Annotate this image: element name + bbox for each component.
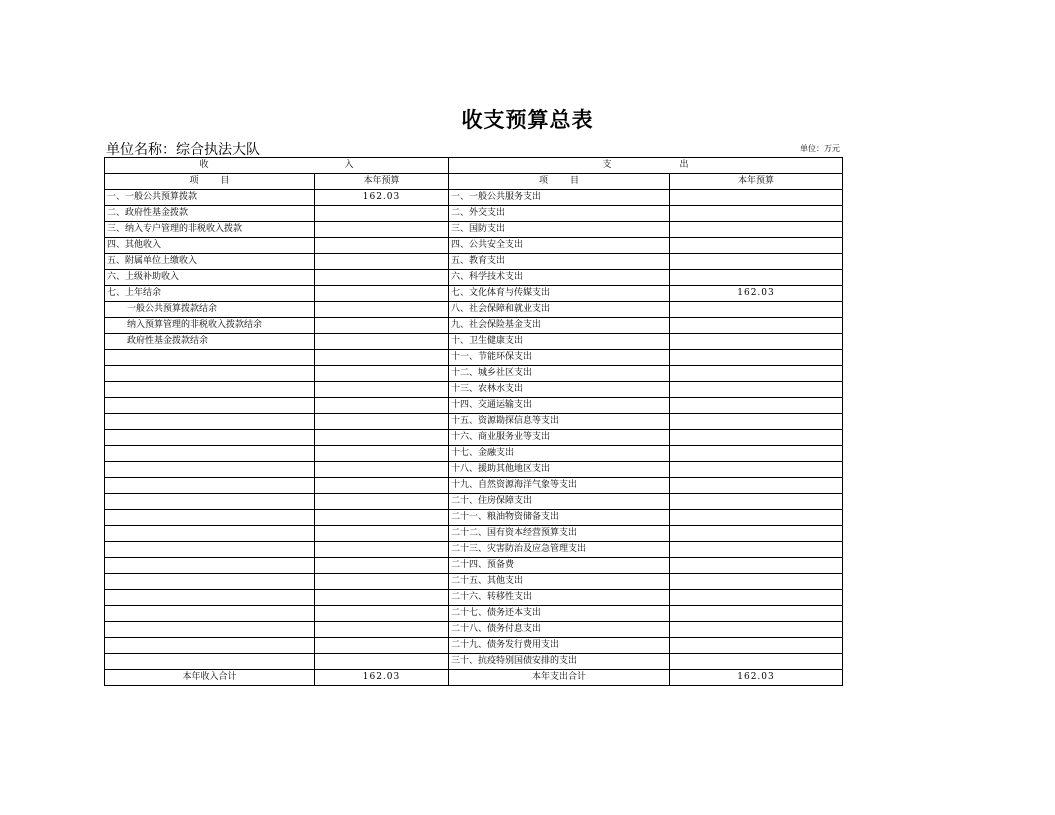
income-item-cell <box>105 606 315 622</box>
table-row <box>105 366 843 382</box>
income-value-cell <box>315 446 449 462</box>
expense-value-cell: 162.03 <box>670 286 843 302</box>
expense-item-cell: 十、卫生健康支出 <box>449 334 670 350</box>
income-value-cell <box>315 286 449 302</box>
income-value-cell <box>315 398 449 414</box>
expense-item-cell: 二十六、转移性支出 <box>449 590 670 606</box>
income-item-cell <box>105 558 315 574</box>
income-value-cell <box>315 206 449 222</box>
expense-item-cell: 二十五、其他支出 <box>449 574 670 590</box>
section-header-row <box>105 158 843 174</box>
income-budget-header: 本年预算 <box>315 174 449 190</box>
expense-item-cell: 十六、商业服务业等支出 <box>449 430 670 446</box>
expense-item-cell: 八、社会保障和就业支出 <box>449 302 670 318</box>
budget-table <box>104 157 843 686</box>
table-row <box>105 254 843 270</box>
income-item-cell: 七、上年结余 <box>105 286 315 302</box>
table-row <box>105 654 843 670</box>
expense-item-cell: 十八、援助其他地区支出 <box>449 462 670 478</box>
income-value-cell <box>315 590 449 606</box>
expense-item-cell: 九、社会保险基金支出 <box>449 318 670 334</box>
income-value-cell <box>315 526 449 542</box>
income-value-cell <box>315 302 449 318</box>
expense-item-cell: 三、国防支出 <box>449 222 670 238</box>
expense-value-cell <box>670 478 843 494</box>
income-value-cell <box>315 430 449 446</box>
table-row <box>105 206 843 222</box>
expense-total-label: 本年支出合计 <box>449 670 670 686</box>
income-item-cell: 二、政府性基金拨款 <box>105 206 315 222</box>
income-item-cell <box>105 382 315 398</box>
income-item-cell <box>105 542 315 558</box>
table-row <box>105 190 843 206</box>
expense-value-cell <box>670 382 843 398</box>
table-row <box>105 334 843 350</box>
expense-value-cell <box>670 238 843 254</box>
expense-value-cell <box>670 446 843 462</box>
expense-value-cell <box>670 318 843 334</box>
expense-value-cell <box>670 334 843 350</box>
expense-item-cell: 十四、交通运输支出 <box>449 398 670 414</box>
income-item-cell: 六、上级补助收入 <box>105 270 315 286</box>
income-item-cell: 五、附属单位上缴收入 <box>105 254 315 270</box>
income-item-cell <box>105 590 315 606</box>
expense-value-cell <box>670 414 843 430</box>
expense-item-cell: 十九、自然资源海洋气象等支出 <box>449 478 670 494</box>
expense-value-cell <box>670 606 843 622</box>
income-value-cell <box>315 462 449 478</box>
income-item-cell: 纳入预算管理的非税收入拨款结余 <box>105 318 315 334</box>
income-item-cell <box>105 510 315 526</box>
expense-section-header: 支 出 <box>449 158 843 174</box>
table-row <box>105 574 843 590</box>
income-value-cell <box>315 222 449 238</box>
income-item-cell <box>105 494 315 510</box>
table-row <box>105 318 843 334</box>
table-row <box>105 430 843 446</box>
expense-item-header: 项 目 <box>449 174 670 190</box>
expense-item-cell: 三十、抗疫特别国债安排的支出 <box>449 654 670 670</box>
expense-value-cell <box>670 430 843 446</box>
expense-value-cell <box>670 206 843 222</box>
unit-name: 单位名称：综合执法大队 <box>106 142 260 158</box>
income-value-cell <box>315 366 449 382</box>
income-total-label: 本年收入合计 <box>105 670 315 686</box>
income-item-cell <box>105 622 315 638</box>
income-value-cell <box>315 334 449 350</box>
expense-item-cell: 十七、金融支出 <box>449 446 670 462</box>
income-item-cell <box>105 414 315 430</box>
expense-value-cell <box>670 190 843 206</box>
expense-value-cell <box>670 622 843 638</box>
income-item-cell <box>105 446 315 462</box>
table-row <box>105 526 843 542</box>
expense-item-cell: 二、外交支出 <box>449 206 670 222</box>
expense-item-cell: 二十三、灾害防治及应急管理支出 <box>449 542 670 558</box>
table-row <box>105 558 843 574</box>
table-row <box>105 622 843 638</box>
expense-value-cell <box>670 462 843 478</box>
table-row <box>105 222 843 238</box>
expense-item-cell: 二十二、国有资本经营预算支出 <box>449 526 670 542</box>
income-item-cell <box>105 638 315 654</box>
income-item-cell <box>105 654 315 670</box>
table-row <box>105 286 843 302</box>
expense-item-cell: 十三、农林水支出 <box>449 382 670 398</box>
expense-item-cell: 十一、节能环保支出 <box>449 350 670 366</box>
income-item-header: 项 目 <box>105 174 315 190</box>
expense-value-cell <box>670 254 843 270</box>
expense-value-cell <box>670 366 843 382</box>
income-value-cell <box>315 606 449 622</box>
currency-unit: 单位：万元 <box>800 144 840 153</box>
income-item-cell <box>105 430 315 446</box>
table-row <box>105 494 843 510</box>
income-item-cell: 四、其他收入 <box>105 238 315 254</box>
income-value-cell <box>315 478 449 494</box>
income-item-cell: 三、纳入专户管理的非税收入拨款 <box>105 222 315 238</box>
income-value-cell <box>315 574 449 590</box>
income-item-cell <box>105 366 315 382</box>
expense-value-cell <box>670 654 843 670</box>
expense-item-cell: 二十七、债务还本支出 <box>449 606 670 622</box>
expense-value-cell <box>670 270 843 286</box>
income-value-cell: 162.03 <box>315 190 449 206</box>
income-value-cell <box>315 318 449 334</box>
expense-item-cell: 二十一、粮油物资储备支出 <box>449 510 670 526</box>
expense-value-cell <box>670 222 843 238</box>
expense-item-cell: 四、公共安全支出 <box>449 238 670 254</box>
income-value-cell <box>315 382 449 398</box>
table-row <box>105 238 843 254</box>
expense-item-cell: 十二、城乡社区支出 <box>449 366 670 382</box>
income-value-cell <box>315 254 449 270</box>
expense-value-cell <box>670 542 843 558</box>
income-item-cell <box>105 526 315 542</box>
expense-total-value: 162.03 <box>670 670 843 686</box>
expense-value-cell <box>670 350 843 366</box>
income-value-cell <box>315 654 449 670</box>
income-value-cell <box>315 510 449 526</box>
expense-value-cell <box>670 398 843 414</box>
income-value-cell <box>315 494 449 510</box>
expense-item-cell: 七、文化体育与传媒支出 <box>449 286 670 302</box>
income-item-cell <box>105 350 315 366</box>
expense-item-cell: 一、一般公共服务支出 <box>449 190 670 206</box>
income-section-header: 收 入 <box>105 158 449 174</box>
income-value-cell <box>315 270 449 286</box>
expense-item-cell: 十五、资源勘探信息等支出 <box>449 414 670 430</box>
table-row <box>105 606 843 622</box>
expense-item-cell: 二十九、债务发行费用支出 <box>449 638 670 654</box>
income-value-cell <box>315 238 449 254</box>
income-item-cell <box>105 574 315 590</box>
expense-value-cell <box>670 526 843 542</box>
page-title: 收支预算总表 <box>461 107 594 132</box>
expense-value-cell <box>670 574 843 590</box>
table-row <box>105 510 843 526</box>
expense-value-cell <box>670 638 843 654</box>
income-item-cell: 政府性基金拨款结余 <box>105 334 315 350</box>
income-value-cell <box>315 622 449 638</box>
income-value-cell <box>315 558 449 574</box>
expense-item-cell: 二十八、债务付息支出 <box>449 622 670 638</box>
expense-budget-header: 本年预算 <box>670 174 843 190</box>
table-row <box>105 446 843 462</box>
table-row <box>105 590 843 606</box>
income-item-cell: 一般公共预算拨款结余 <box>105 302 315 318</box>
income-item-cell: 一、一般公共预算拨款 <box>105 190 315 206</box>
expense-item-cell: 二十四、预备费 <box>449 558 670 574</box>
table-row <box>105 398 843 414</box>
table-row <box>105 302 843 318</box>
income-value-cell <box>315 638 449 654</box>
table-row <box>105 350 843 366</box>
table-row <box>105 638 843 654</box>
expense-item-cell: 二十、住房保障支出 <box>449 494 670 510</box>
table-row <box>105 382 843 398</box>
expense-value-cell <box>670 510 843 526</box>
income-item-cell <box>105 478 315 494</box>
income-item-cell <box>105 398 315 414</box>
table-row <box>105 462 843 478</box>
expense-item-cell: 五、教育支出 <box>449 254 670 270</box>
income-item-cell <box>105 462 315 478</box>
table-row <box>105 478 843 494</box>
income-value-cell <box>315 414 449 430</box>
expense-value-cell <box>670 302 843 318</box>
totals-row <box>105 670 843 686</box>
table-row <box>105 414 843 430</box>
expense-value-cell <box>670 590 843 606</box>
column-header-row <box>105 174 843 190</box>
income-total-value: 162.03 <box>315 670 449 686</box>
income-value-cell <box>315 542 449 558</box>
table-row <box>105 270 843 286</box>
expense-value-cell <box>670 558 843 574</box>
expense-item-cell: 六、科学技术支出 <box>449 270 670 286</box>
income-value-cell <box>315 350 449 366</box>
expense-value-cell <box>670 494 843 510</box>
table-row <box>105 542 843 558</box>
